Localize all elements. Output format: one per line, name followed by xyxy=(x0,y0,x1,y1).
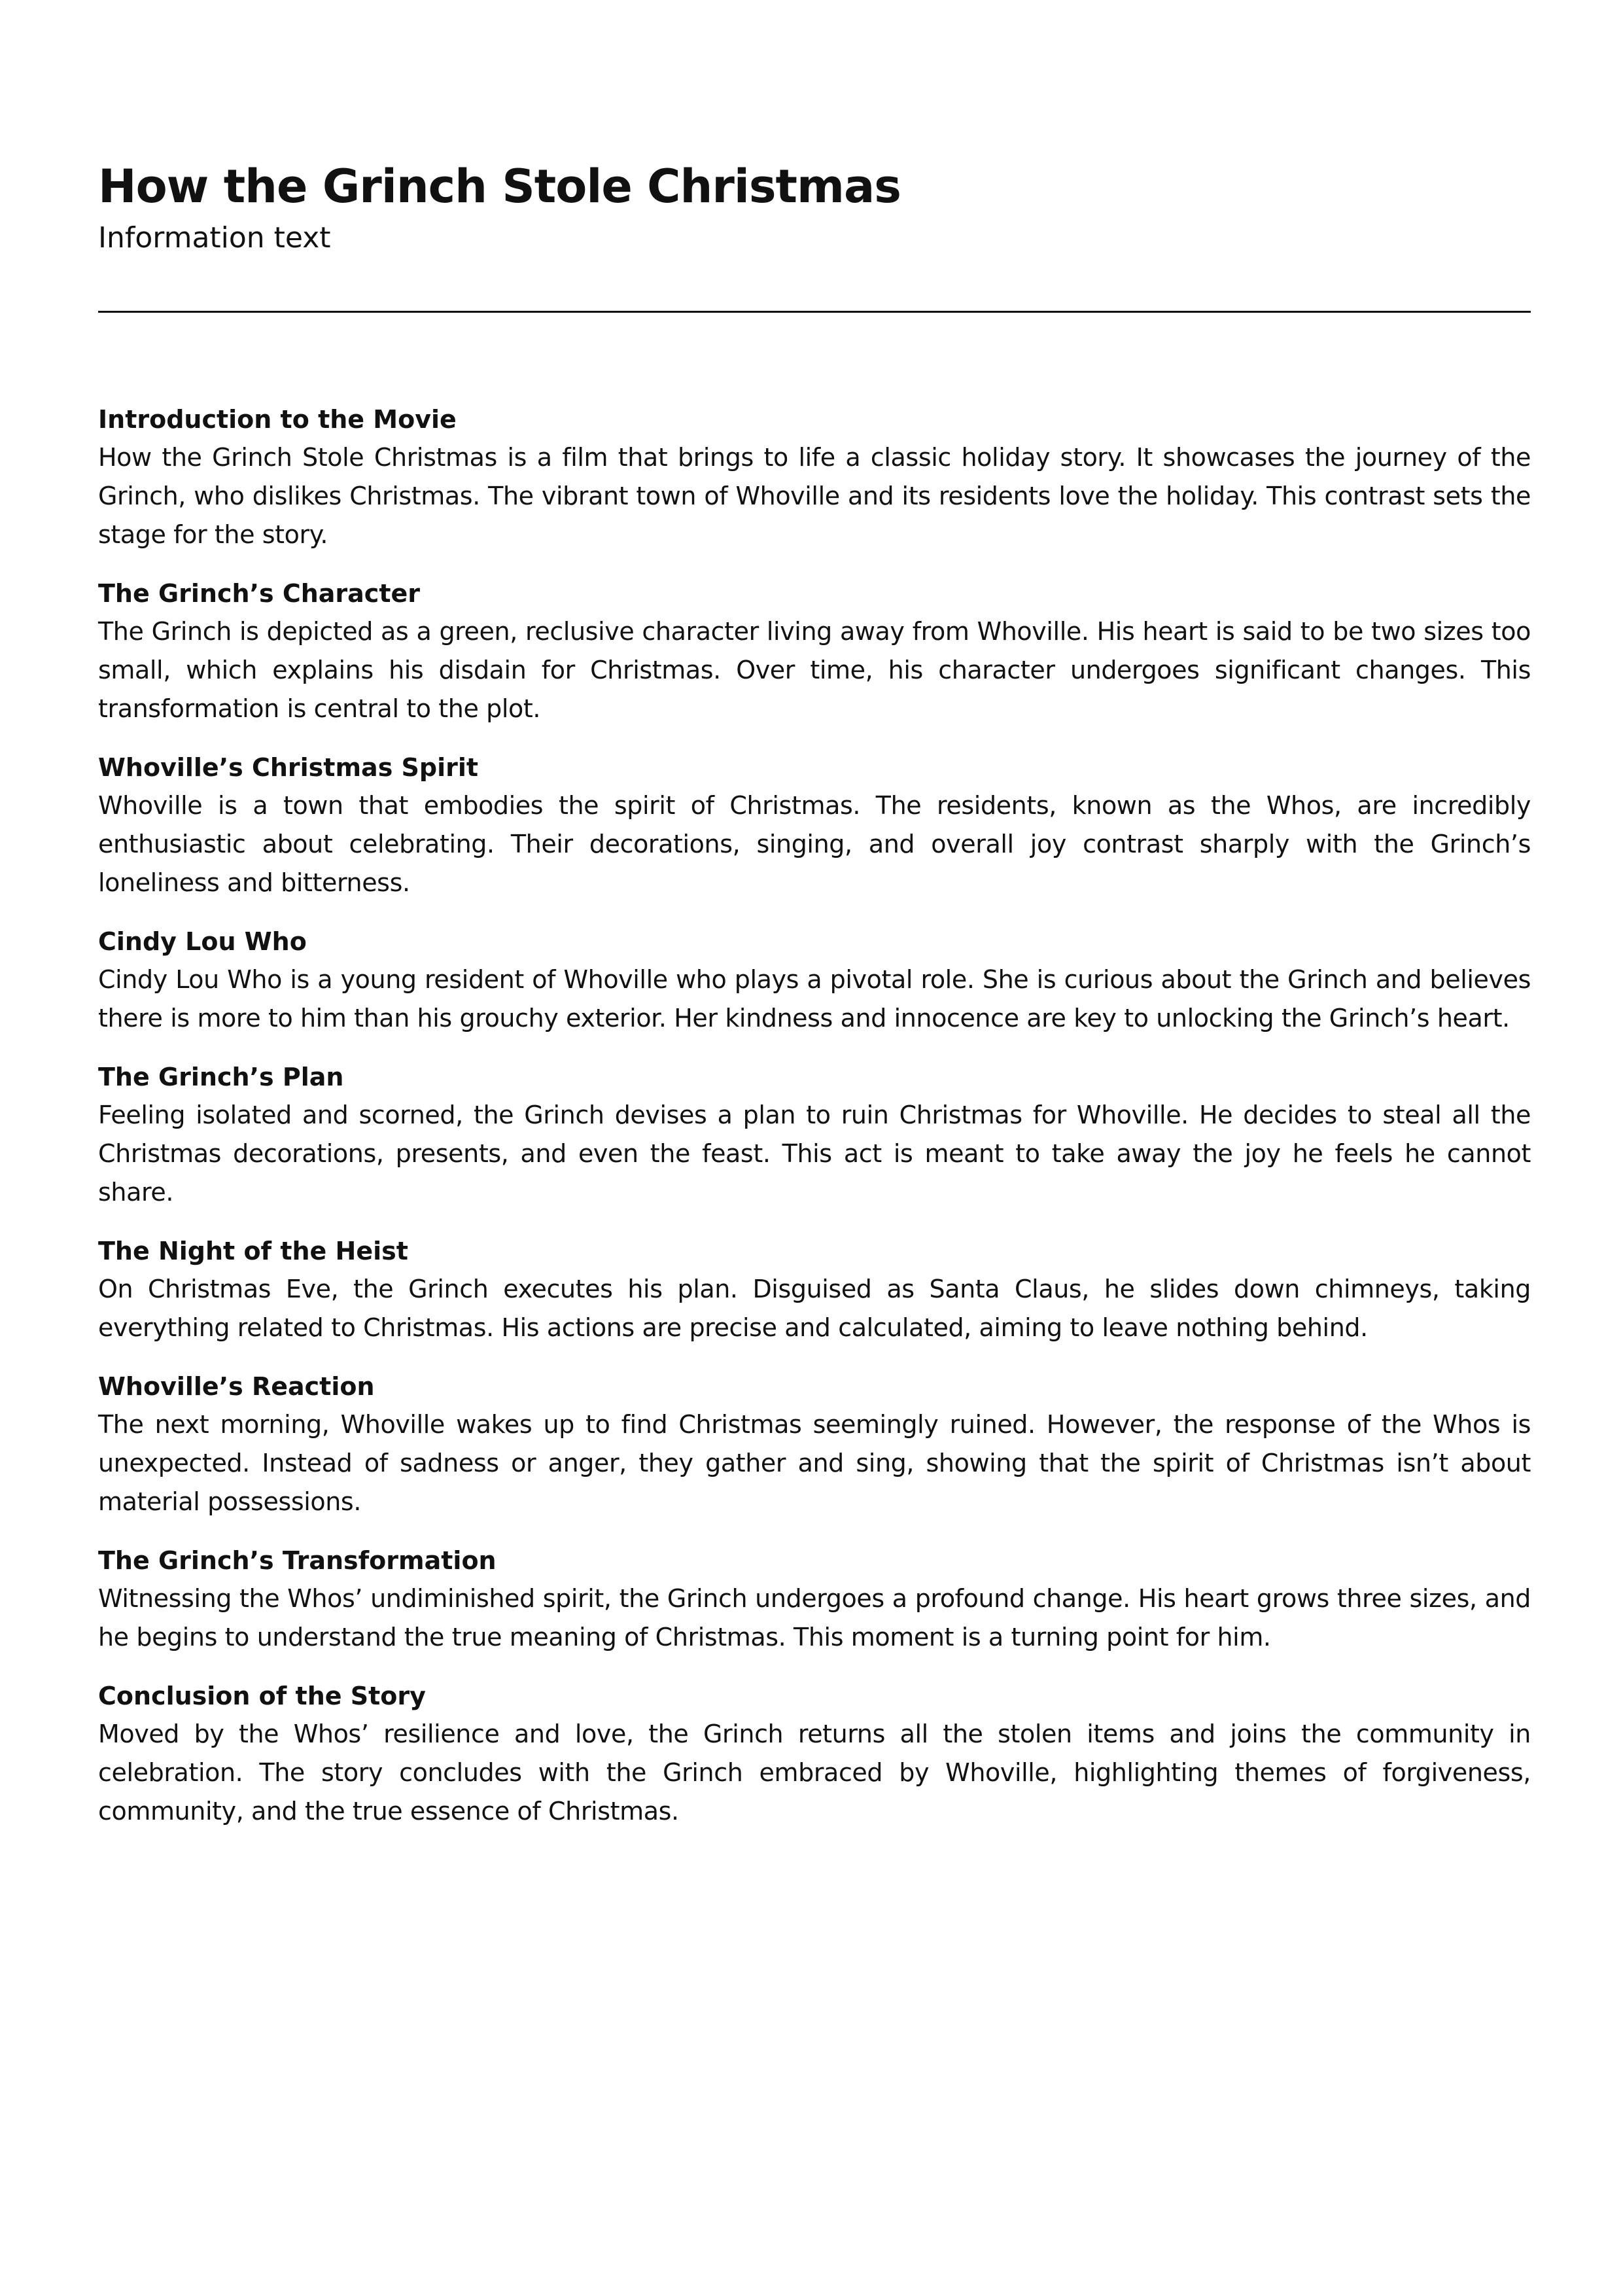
document-header xyxy=(98,157,1531,258)
section-heading: Whoville’s Christmas Spirit xyxy=(98,753,479,782)
section-heading: The Night of the Heist xyxy=(98,1237,408,1265)
section-cindy-lou-who xyxy=(98,923,1531,1038)
section-night-of-heist xyxy=(98,1232,1531,1347)
document-title: How the Grinch Stole Christmas xyxy=(98,160,901,213)
document-subtitle: Information text xyxy=(98,221,331,255)
section-heading: The Grinch’s Character xyxy=(98,579,421,608)
section-paragraph: Feeling isolated and scorned, the Grinch devises a plan to ruin Christmas for Whoville. He decides to steal all the Christmas decorations, presents, and even the feast. This act is meant to take away the joy he feels he cannot share. xyxy=(98,1101,1531,1207)
section-grinch-character xyxy=(98,574,1531,728)
section-heading: Introduction to the Movie xyxy=(98,405,457,434)
section-grinch-transformation xyxy=(98,1542,1531,1657)
section-heading: The Grinch’s Transformation xyxy=(98,1546,497,1575)
document-body xyxy=(98,400,1531,1851)
section-paragraph: On Christmas Eve, the Grinch executes his plan. Disguised as Santa Claus, he slides down chimneys, taking everything related to Christmas. His actions are precise and calculated, aiming to leave nothing behind. xyxy=(98,1275,1531,1342)
section-conclusion xyxy=(98,1677,1531,1831)
header-divider xyxy=(98,311,1531,313)
section-paragraph: The Grinch is depicted as a green, reclusive character living away from Whoville. His heart is said to be two sizes too small, which explains his disdain for Christmas. Over time, his character undergoes significant changes. This transformation is central to the plot. xyxy=(98,617,1531,723)
section-paragraph: How the Grinch Stole Christmas is a film that brings to life a classic holiday story. It showcases the journey of the Grinch, who dislikes Christmas. The vibrant town of Whoville and its residents love the holiday. This contrast sets the stage for the story. xyxy=(98,443,1531,549)
section-paragraph: The next morning, Whoville wakes up to find Christmas seemingly ruined. However, the response of the Whos is unexpected. Instead of sadness or anger, they gather and sing, showing that the spirit of Christmas isn’t about material possessions. xyxy=(98,1410,1531,1516)
section-paragraph: Witnessing the Whos’ undiminished spirit, the Grinch undergoes a profound change. His heart grows three sizes, and he begins to understand the true meaning of Christmas. This moment is a turning point for him. xyxy=(98,1584,1531,1651)
section-heading: Conclusion of the Story xyxy=(98,1682,426,1710)
section-paragraph: Moved by the Whos’ resilience and love, the Grinch returns all the stolen items and joins the community in celebration. The story concludes with the Grinch embraced by Whoville, highlighting themes of forgiveness, community, and the true essence of Christmas. xyxy=(98,1720,1531,1826)
section-whoville-reaction xyxy=(98,1368,1531,1521)
section-whoville-spirit xyxy=(98,749,1531,902)
section-grinch-plan xyxy=(98,1058,1531,1212)
section-introduction xyxy=(98,400,1531,554)
section-paragraph: Cindy Lou Who is a young resident of Whoville who plays a pivotal role. She is curious about the Grinch and believes there is more to him than his grouchy exterior. Her kindness and innocence are key to unlocking the Grinch’s heart. xyxy=(98,965,1531,1033)
section-paragraph: Whoville is a town that embodies the spirit of Christmas. The residents, known as the Whos, are incredibly enthusiastic about celebrating. Their decorations, singing, and overall joy contrast sharply with the Grinch’s loneliness and bitterness. xyxy=(98,791,1531,897)
section-heading: Whoville’s Reaction xyxy=(98,1372,375,1401)
section-heading: The Grinch’s Plan xyxy=(98,1063,344,1091)
section-heading: Cindy Lou Who xyxy=(98,927,307,956)
